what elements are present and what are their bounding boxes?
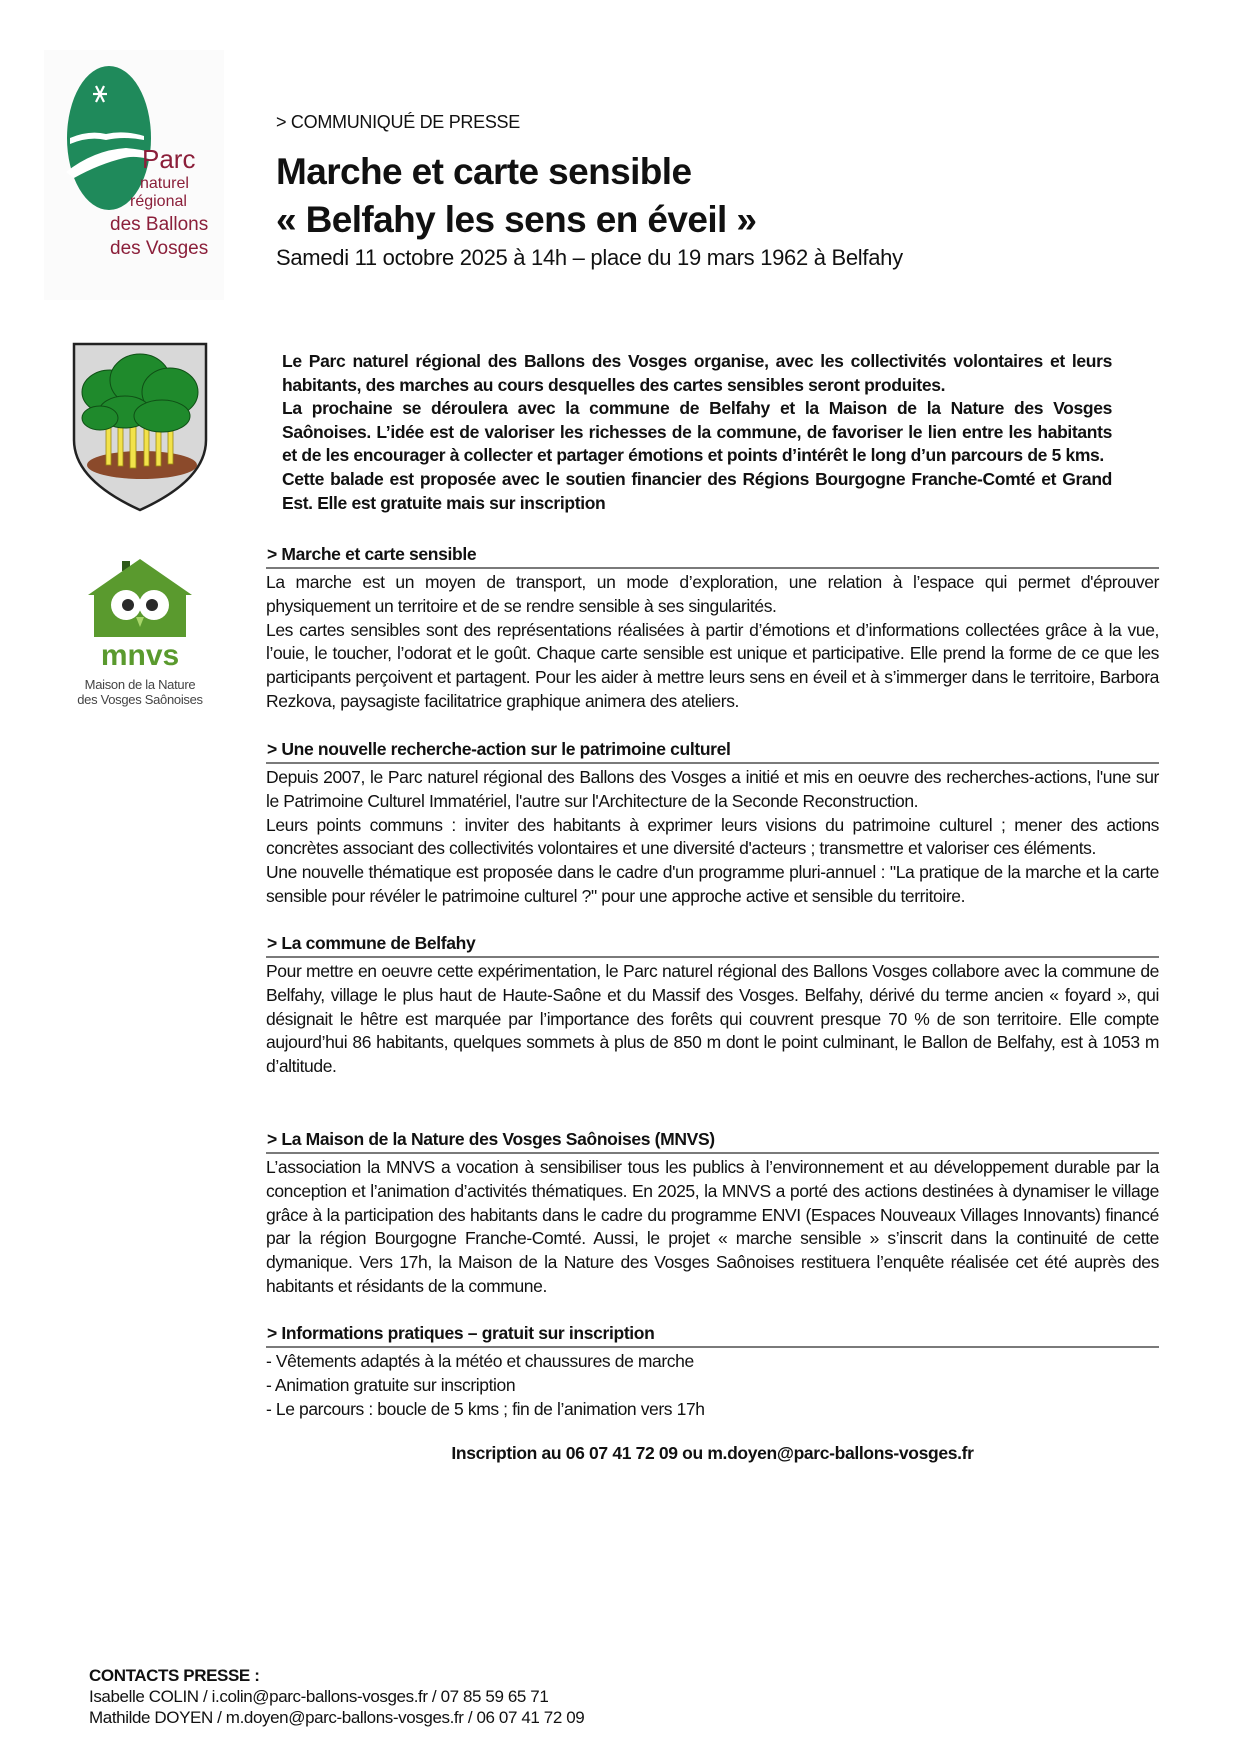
press-contacts	[89, 1665, 584, 1728]
section-infos-pratiques	[266, 1322, 1159, 1421]
section-paragraph: L’association la MNVS a vocation à sensibiliser tous les publics à l’environnement et au développement durable par la conception et l’animation d’activités thématiques. En 2025, la MNVS a porté des actions destinées à dynamiser le village grâce à la participation des habitants dans le cadre du programme ENVI (Espaces Nouveaux Villages Innovants) financé par la région Bourgogne Franche-Comté. Aussi, le projet « marche sensible » s’inscrit dans la continuité de cette dymanique. Vers 17h, la Maison de la Nature des Vosges Saônoises restituera l’enquête réalisée cet été auprès des habitants et résidants de la commune.	[266, 1157, 1159, 1296]
svg-text:des Vosges: des Vosges	[110, 238, 209, 259]
contacts-heading: CONTACTS PRESSE :	[89, 1666, 260, 1685]
svg-text:Parc: Parc	[142, 144, 196, 174]
contact-line: Mathilde DOYEN / m.doyen@parc-ballons-vosges.fr / 06 07 41 72 09	[89, 1708, 585, 1727]
mnvs-caption	[66, 677, 214, 707]
section-mnvs	[266, 1128, 1159, 1299]
svg-text:régional: régional	[130, 193, 187, 210]
section-body	[266, 1156, 1159, 1299]
section-paragraph: Leurs points communs : inviter des habitants à exprimer leurs visions du patrimoine culturel ; mener des actions concrètes associant des collectivités volontaires et une diversité d'acteurs ; transmettre et valoriser ces éléments.	[266, 814, 1159, 859]
section-commune-belfahy	[266, 932, 1159, 1079]
section-heading: > Une nouvelle recherche-action sur le patrimoine culturel	[267, 739, 731, 759]
section-marche-carte	[266, 543, 1159, 714]
title-line-2: « Belfahy les sens en éveil »	[276, 199, 757, 240]
coat-of-arms-icon	[70, 340, 210, 515]
section-divider	[266, 956, 1159, 958]
practical-info-list	[266, 1350, 1159, 1421]
title-line-1: Marche et carte sensible	[276, 151, 692, 192]
section-recherche-action	[266, 738, 1159, 909]
section-body	[266, 766, 1159, 909]
belfahy-coat-of-arms	[70, 340, 210, 515]
section-divider	[266, 1152, 1159, 1154]
section-paragraph: Une nouvelle thématique est proposée dans le cadre d'un programme pluri-annuel : "La pratique de la marche et la carte sensible pour révéler le patrimoine culturel ?" pour une approche active et sensible du territoire.	[266, 862, 1159, 906]
contact-line: Isabelle COLIN / i.colin@parc-ballons-vosges.fr / 07 85 59 65 71	[89, 1687, 549, 1706]
list-item: - Le parcours : boucle de 5 kms ; fin de l’animation vers 17h	[266, 1398, 705, 1419]
event-date-location: Samedi 11 octobre 2025 à 14h – place du 19 mars 1962 à Belfahy	[276, 245, 903, 270]
section-paragraph: Pour mettre en oeuvre cette expérimentation, le Parc naturel régional des Ballons Vosges collabore avec la commune de Belfahy, village le plus haut de Haute-Saône et du Massif des Vosges. Belfahy, dérivé du terme ancien « foyard », qui désignait le hêtre est marquée par l’importance des forêts qui couvrent presque 70 % de son territoire. Elle compte aujourd’hui 86 habitants, quelques sommets à plus de 850 m dont le point culminant, le Ballon de Belfahy, est à 1053 m d’altitude.	[266, 961, 1159, 1077]
parc-logo	[44, 50, 224, 300]
mnvs-caption-line-1: Maison de la Nature	[84, 677, 196, 692]
list-item: - Vêtements adaptés à la météo et chaussures de marche	[266, 1351, 694, 1371]
section-body	[266, 571, 1159, 714]
section-heading: > Informations pratiques – gratuit sur inscription	[267, 1323, 655, 1343]
section-heading: > La Maison de la Nature des Vosges Saônoises (MNVS)	[267, 1129, 715, 1149]
svg-text:mnvs: mnvs	[100, 639, 180, 672]
section-paragraph: Les cartes sensibles sont des représentations réalisées à partir d’émotions et d’informations collectées grâce à la vue, l’ouie, le toucher, l’odorat et le goût. Chaque carte sensible est unique et participative. Elle prend la forme de ce que les participants perçoivent et partagent. Pour les aider à mettre leurs sens en éveil et à s’immerger dans le territoire, Barbora Rezkova, paysagiste facilitatrice graphique animera des ateliers.	[266, 619, 1159, 711]
inscription-info: Inscription au 06 07 41 72 09 ou m.doyen@parc-ballons-vosges.fr	[451, 1443, 974, 1463]
parc-emblem-icon	[44, 50, 224, 300]
section-heading: > Marche et carte sensible	[267, 544, 477, 564]
intro-p1: Le Parc naturel régional des Ballons des Vosges organise, avec les collectivités volontaires et leurs habitants, des marches au cours desquelles des cartes sensibles seront produites.	[282, 351, 1112, 395]
section-heading: > La commune de Belfahy	[267, 933, 476, 953]
mnvs-caption-line-2: des Vosges Saônoises	[77, 692, 203, 707]
section-body	[266, 960, 1159, 1079]
intro-p3: Cette balade est proposée avec le soutien financier des Régions Bourgogne Franche-Comté et Grand Est. Elle est gratuite mais sur inscription	[282, 468, 1112, 513]
section-paragraph: Depuis 2007, le Parc naturel régional des Ballons des Vosges a initié et mis en oeuvre des recherches-actions, l'une sur le Patrimoine Culturel Immatériel, l'autre sur l'Architecture de la Seconde Reconstruction.	[266, 767, 1159, 811]
intro-paragraph	[282, 350, 1112, 515]
intro-p2: La prochaine se déroulera avec la commune de Belfahy et la Maison de la Nature des Vosges Saônoises. L’idée est de valoriser les richesses de la commune, de favoriser le lien entre les habitants et de les encourager à collecter et partager émotions et points d’intérêt le long d’un parcours de 5 kms.	[282, 398, 1112, 466]
section-paragraph: La marche est un moyen de transport, un mode d’exploration, une relation à l’espace qui permet d'éprouver physiquement un territoire et de se rendre sensible à ses singularités.	[266, 572, 1159, 616]
page-title	[276, 148, 756, 244]
list-item: - Animation gratuite sur inscription	[266, 1374, 516, 1395]
svg-text:naturel: naturel	[140, 175, 189, 192]
svg-text:des Ballons: des Ballons	[110, 214, 209, 235]
press-release-kicker: > COMMUNIQUÉ DE PRESSE	[276, 112, 520, 132]
owl-house-icon	[70, 555, 210, 675]
section-divider	[266, 567, 1159, 569]
section-divider	[266, 762, 1159, 764]
section-divider	[266, 1346, 1159, 1348]
